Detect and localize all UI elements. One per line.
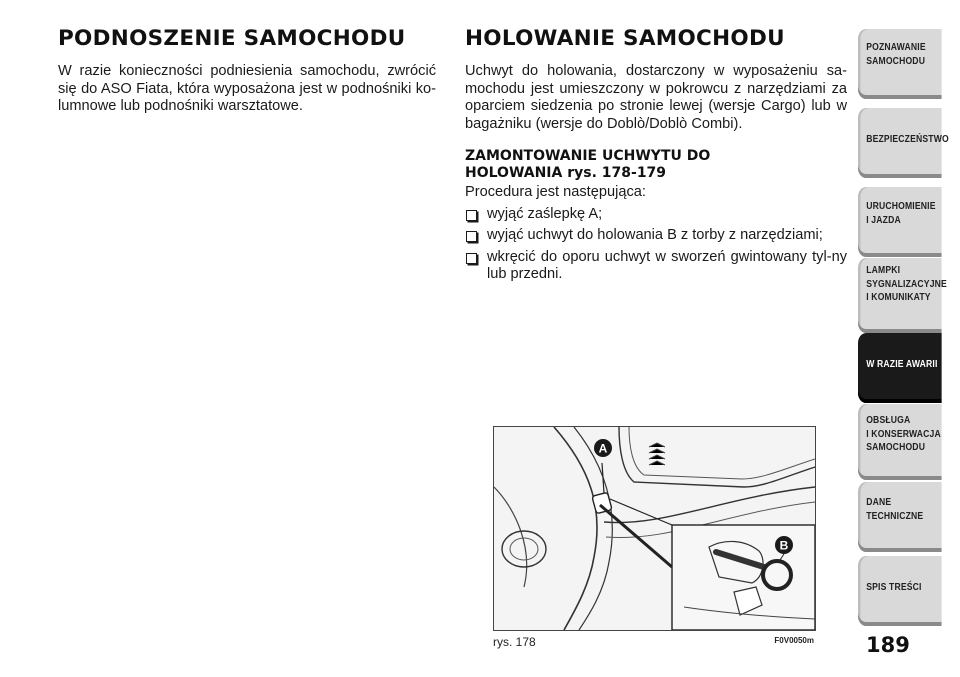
figure-towing-hook bbox=[493, 426, 816, 631]
tab-label: URUCHOMIENIE bbox=[866, 200, 936, 212]
tab-label: I JAZDA bbox=[866, 213, 901, 226]
step-text: wyjąć uchwyt do holowania B z torby z narzędziami; bbox=[487, 227, 823, 243]
lifting-paragraph: W razie konieczności podniesienia samochodu, zwrócić się do ASO Fiata, która wyposażona jest w podnośniki ko-lumnowe lub podnośniki warsztatowe. bbox=[58, 63, 436, 114]
steps-list bbox=[465, 206, 847, 284]
towing-hook-illustration bbox=[494, 427, 815, 630]
step-text: wkręcić do oporu uchwyt w sworzeń gwintowany tyl-ny lub przedni. bbox=[487, 248, 847, 282]
left-column bbox=[58, 26, 436, 131]
tab-label: BEZPIECZEŃSTWO bbox=[866, 133, 949, 145]
subheading-line-1: ZAMONTOWANIE UCHWYTU DO bbox=[465, 148, 711, 164]
tab-poznawanie-samochodu[interactable] bbox=[858, 29, 942, 99]
chapter-sidebar bbox=[858, 0, 960, 677]
tab-label: OBSŁUGA bbox=[866, 414, 911, 426]
list-item bbox=[465, 227, 847, 245]
callout-b-label: B bbox=[779, 538, 789, 553]
tab-lampki-sygnalizacyjne[interactable] bbox=[858, 258, 947, 333]
procedure-intro: Procedura jest następująca: bbox=[465, 184, 646, 200]
subheading-line-2: HOLOWANIA rys. 178-179 bbox=[465, 165, 667, 181]
tab-label: SAMOCHODU bbox=[866, 54, 926, 67]
section-heading-lifting: PODNOSZENIE SAMOCHODU bbox=[58, 26, 406, 51]
tab-bezpieczenstwo[interactable] bbox=[858, 108, 949, 178]
list-item bbox=[465, 206, 847, 224]
tab-spis-tresci[interactable] bbox=[858, 556, 942, 626]
tab-label: SAMOCHODU bbox=[866, 441, 926, 453]
tab-w-razie-awarii[interactable] bbox=[858, 333, 942, 403]
tab-obsluga-i-konserwacja[interactable] bbox=[858, 404, 942, 480]
tab-label: SYGNALIZACYJNE bbox=[866, 277, 947, 290]
tab-label: W RAZIE AWARII bbox=[866, 358, 938, 370]
tab-label: LAMPKI bbox=[866, 264, 901, 276]
tab-label: DANE bbox=[866, 496, 892, 508]
towing-paragraph: Uchwyt do holowania, dostarczony w wyposażeniu sa-mochodu jest umieszczony w pokrowcu z narzędziami za oparciem siedzenia po stronie lewej (wersje Cargo) lub w bagażniku (wersje do Doblò/Doblò Combi). bbox=[465, 63, 847, 132]
list-item bbox=[465, 249, 847, 284]
page-number: 189 bbox=[866, 633, 910, 657]
checkbox-icon bbox=[466, 231, 477, 242]
tab-label: TECHNICZNE bbox=[866, 509, 924, 522]
section-heading-towing: HOLOWANIE SAMOCHODU bbox=[465, 26, 785, 51]
checkbox-icon bbox=[466, 253, 477, 264]
right-column bbox=[465, 26, 847, 288]
subheading-mounting bbox=[465, 148, 847, 182]
step-text: wyjąć zaślepkę A; bbox=[487, 205, 603, 222]
tab-dane-techniczne[interactable] bbox=[858, 482, 942, 552]
checkbox-icon bbox=[466, 210, 477, 221]
callout-a-label: A bbox=[598, 441, 608, 456]
figure-label: rys. 178 bbox=[493, 635, 536, 649]
tab-uruchomienie-i-jazda[interactable] bbox=[858, 187, 942, 257]
tab-label: I KONSERWACJA bbox=[866, 427, 941, 440]
tab-label: POZNAWANIE bbox=[866, 41, 926, 53]
tab-label: SPIS TREŚCI bbox=[866, 581, 922, 593]
figure-code: F0V0050m bbox=[774, 636, 814, 645]
tab-label: I KOMUNIKATY bbox=[866, 291, 931, 303]
figure-caption bbox=[493, 633, 816, 649]
